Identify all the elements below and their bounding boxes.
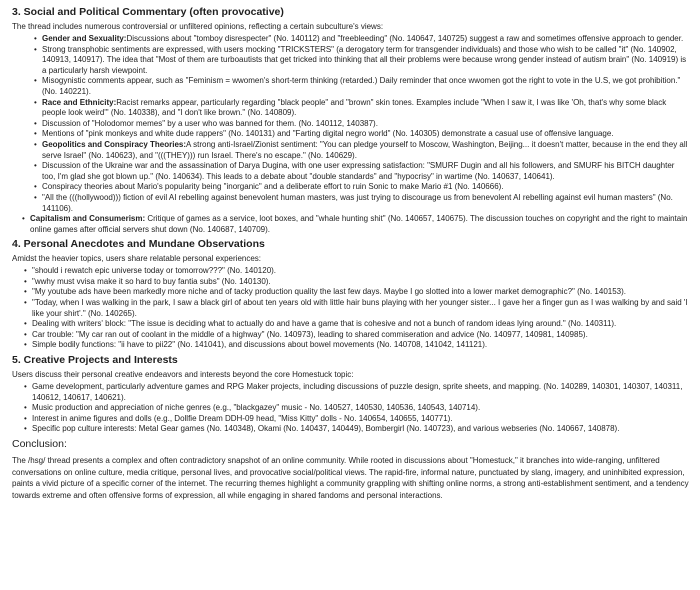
list-item [42, 119, 690, 130]
list-item-text: Music production and appreciation of niche genres (e.g., "blackgazey" music - No. 140527, 140530, 140536, 140543, 140714). [32, 403, 481, 413]
list-item [32, 266, 690, 277]
section-intro: Amidst the heavier topics, users share relatable personal experiences: [12, 254, 262, 264]
list-item [42, 129, 690, 140]
list-item-text: Discussion of the Ukraine war and the assassination of Darya Dugina, with one user expressing satisfaction: "SMURF Dugin and all his followers, and SMURF his BITCH daughter too, I'm glad she got blown up." (No. 140634). This leads to a debate about "double standards" and "hypocrisy" in wartime (No. 140637, 140641). [42, 161, 675, 181]
list-item-text: Interest in anime figures and dolls (e.g., Dollfie Dream DDH-09 head, "Miss Kitty" dolls - No. 140654, 140655, 140771). [32, 413, 453, 423]
list-item [32, 340, 690, 351]
list-item-text: Conspiracy theories about Mario's popularity being "inorganic" and a deliberate effort to ruin Sonic to make Mario #1 (No. 140666). [42, 182, 504, 192]
section-intro: The thread includes numerous controversial or unfiltered opinions, reflecting a certain subculture's views: [12, 22, 384, 31]
list-item [32, 414, 690, 425]
list-item-text: Car trouble: "My car ran out of coolant in the middle of a highway" (No. 140973), leading to shared commiseration and advice (No. 140977, 140981, 140985). [32, 329, 588, 339]
list-item-topic: Capitalism and Consumerism: [30, 214, 146, 224]
list-item-text: "wwhy must vvisa make it so hard to buy fantia subs" (No. 140130). [32, 276, 271, 286]
list-item-text: "Today, when I was walking in the park, I saw a black girl of about ten years old with little hair buns playing with her younger sister... I gave her a finger gun as I was walking by and said 'I like your shirt'." (No. 140265). [32, 298, 688, 318]
list-item [42, 45, 690, 77]
list-item-text: "should i rewatch epic universe today or tomorrow???" (No. 140120). [32, 266, 277, 276]
list-item [42, 34, 690, 45]
list-item [42, 193, 690, 214]
section-intro: Users discuss their personal creative endeavors and interests beyond the core Homestuck topic: [12, 370, 354, 380]
list-item-text: Simple bodily functions: "ii have to pii22" (No. 141041), and discussions about bowel movements (No. 140708, 141042, 141121). [32, 340, 488, 350]
list-item-text: A strong anti-Israel/Zionist sentiment: "You can pledge yourself to Moscow, Washington, Beijing... it doesn't matter, because in the end they all serve Israel" (No. 140623), and "(((THEY))) run Israel. There's no escape." (No. 140629). [42, 139, 688, 160]
bullet-list [12, 34, 690, 235]
bullet-list [12, 266, 690, 351]
list-item-text: Mentions of "pink monkeys and white dude rappers" (No. 140131) and "Farting digital negro world" (No. 140305) demonstrate a casual use of offensive language. [42, 129, 614, 139]
list-item [32, 287, 690, 298]
list-item [32, 403, 690, 414]
list-item-text: "All the (((hollywood))) fiction of evil AI rebelling against benevolent human masters, was just trying to discourage us from benevolent AI rebelling against evil human masters" (No. 141106). [42, 192, 673, 213]
list-item [32, 277, 690, 288]
list-item [32, 382, 690, 403]
conclusion-text: The /hsg/ thread presents a complex and often contradictory snapshot of an online community. While rooted in discussions about "Homestuck," it branches into wide-ranging, unfiltered conversations on online culture, media critique, personal lives, and provocative social/political views. The rapid-fire, informal nature, punctuated by slang, imagery, and uninhibited expression, paints a vivid picture of a specific corner of the internet. The recurring themes highlight a community grappling with shifting online norms, a strong anti-establishment sentiment, and a tendency towards extreme and often offensive forms of expression, all while engaging in shared fandoms and personal interactions. [12, 456, 689, 500]
list-item [32, 330, 690, 341]
section-heading: 4. Personal Anecdotes and Mundane Observations [12, 238, 265, 251]
list-item [30, 214, 690, 235]
list-item [32, 424, 690, 435]
list-item-topic: Gender and Sexuality: [42, 34, 127, 43]
list-item-text: Misogynistic comments appear, such as "Feminism = wwomen's short-term thinking (retarded.) Daily reminder that once wwomen got the right to vote in the U.S, we got prohibition." (No. 140221). [42, 76, 681, 96]
list-item [32, 298, 690, 319]
list-item [32, 319, 690, 330]
list-item [42, 76, 690, 97]
bullet-list [12, 382, 690, 435]
list-item-text: "My youtube ads have been markedly more niche and of tacky production quality the last few days. Maybe I go slotted into a lower market demographic?" (No. 140153). [32, 287, 626, 297]
list-item [42, 161, 690, 182]
list-item-text: Specific pop culture interests: Metal Gear games (No. 140348), Okami (No. 140437, 140449), Bombergirl (No. 140723), and various webseries (No. 140667, 140878). [32, 424, 620, 434]
list-item-topic: Geopolitics and Conspiracy Theories: [42, 139, 187, 149]
list-item-text: Racist remarks appear, particularly regarding "black people" and "brown" skin tones. Examples include "When I saw it, I was like 'Oh, that's why some black people look weird'" (No. 140338), and "I don't like brown." (No. 140809). [42, 97, 667, 118]
section-heading: 3. Social and Political Commentary (often provocative) [12, 6, 284, 18]
list-item-text: Discussions about "tomboy disrespecter" (No. 140112) and "freebleeding" (No. 140647, 140725) suggest a raw and sometimes offensive approach to gender. [126, 34, 684, 43]
list-item-topic: Race and Ethnicity: [42, 97, 117, 107]
list-item-text: Discussion of "Holodomor memes" by a user who was banned for them. (No. 140112, 140387). [42, 118, 378, 128]
list-item [42, 98, 690, 119]
list-item [42, 140, 690, 161]
conclusion-heading: Conclusion: [12, 438, 67, 450]
list-item-text: Strong transphobic sentiments are expressed, with users mocking "TRICKSTERS" (a derogatory term for transgender individuals) and those who wish to be called "it" (No. 140902, 140913, 140917). The idea that "Most of them are turboautists that get tricked into thinking that all their problems were because wrong gender instead of autism brain" (No. 140919) is a particularly harsh viewpoint. [42, 44, 687, 75]
list-item [42, 182, 690, 193]
section-heading: 5. Creative Projects and Interests [12, 354, 178, 367]
list-item-text: Dealing with writers' block: "The issue is deciding what to actually do and have a game that is cohesive and not a bunch of random ideas lying around." (No. 140311). [32, 319, 617, 329]
list-item-text: Critique of games as a service, loot boxes, and "whale hunting shit" (No. 140657, 140675). The discussion touches on copyright and the right to maintain online games after official servers shut down (No. 140687, 140709). [30, 214, 688, 234]
list-item-text: Game development, particularly adventure games and RPG Maker projects, including discussions of puzzle design, sprite sheets, and mapping. (No. 140289, 140301, 140307, 140311, 140612, 140617, 140621). [32, 382, 683, 402]
